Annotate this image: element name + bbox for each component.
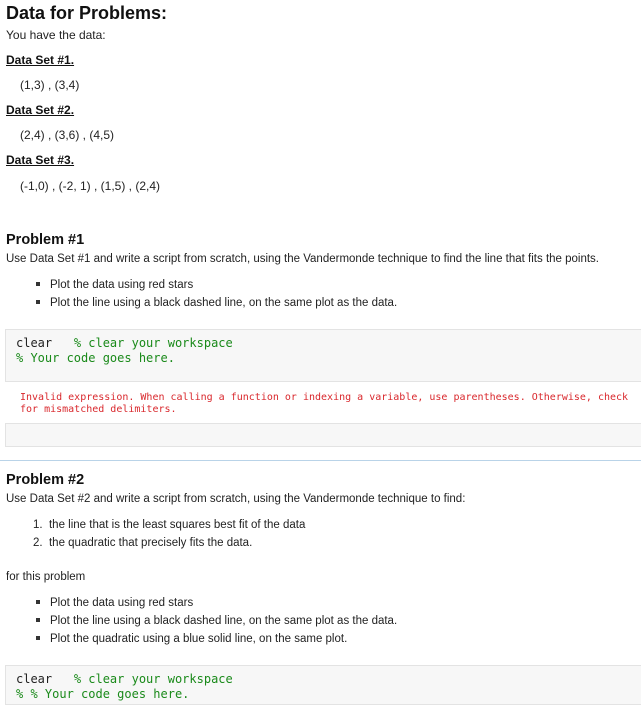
bullet-icon (36, 300, 40, 304)
dataset-1-points: (1,3) , (3,4) (20, 78, 80, 92)
code-cell-problem-1[interactable] (5, 329, 641, 382)
page-title: Data for Problems: (6, 3, 168, 23)
problem-1-title: Problem #1 (6, 232, 85, 248)
dataset-3-points: (-1,0) , (-2, 1) , (1,5) , (2,4) (20, 179, 161, 193)
intro-text: You have the data: (6, 28, 106, 42)
dataset-2-label: Data Set #2. (6, 103, 75, 117)
bullet-icon (36, 618, 40, 622)
list-item: 1. the line that is the least squares best fit of the data (33, 519, 306, 531)
bullet-icon (36, 282, 40, 286)
code-comment: % % Your code goes here. (16, 687, 190, 701)
list-item: Plot the quadratic using a blue solid line, on the same plot. (36, 633, 347, 645)
list-item: Plot the data using red stars (36, 279, 193, 291)
list-item: Plot the line using a black dashed line, on the same plot as the data. (36, 297, 397, 309)
code-keyword: clear (16, 672, 53, 686)
code-keyword: clear (16, 336, 53, 350)
section-divider (0, 460, 641, 461)
for-this-problem-text: for this problem (6, 571, 86, 583)
list-item: Plot the line using a black dashed line, on the same plot as the data. (36, 615, 397, 627)
dataset-2-points: (2,4) , (3,6) , (4,5) (20, 128, 115, 142)
code-comment: % clear your workspace (73, 672, 233, 686)
list-item: 2. the quadratic that precisely fits the data. (33, 537, 253, 549)
problem-1-description: Use Data Set #1 and write a script from scratch, using the Vandermonde technique to find the line that fits the points. (6, 253, 600, 265)
bullet-icon (36, 600, 40, 604)
output-cell[interactable] (5, 423, 641, 447)
dataset-1-label: Data Set #1. (6, 53, 75, 67)
problem-2-title: Problem #2 (6, 472, 85, 488)
dataset-3-label: Data Set #3. (6, 153, 75, 167)
code-cell-problem-2[interactable] (5, 665, 641, 705)
error-message: Invalid expression. When calling a function or indexing a variable, use parentheses. Otherwise, check for mismatched delimiters. (20, 392, 629, 415)
code-comment: % Your code goes here. (16, 351, 175, 365)
list-item: Plot the data using red stars (36, 597, 193, 609)
bullet-icon (36, 636, 40, 640)
problem-2-description: Use Data Set #2 and write a script from scratch, using the Vandermonde technique to find: (6, 493, 466, 505)
code-comment: % clear your workspace (73, 336, 233, 350)
